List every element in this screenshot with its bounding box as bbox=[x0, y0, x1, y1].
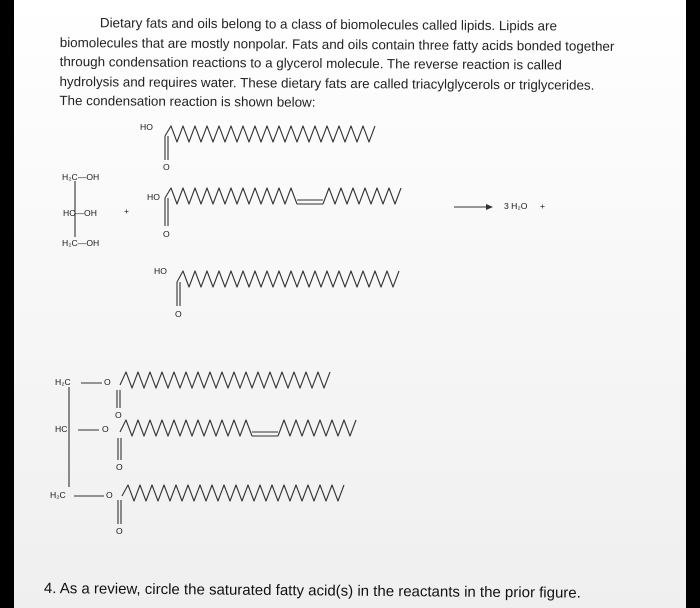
carbonyl-o-2: O bbox=[116, 462, 123, 472]
ester-o-2: O bbox=[102, 424, 109, 434]
intro-text: Dietary fats and oils belong to a class of biomolecules called lipids. Lipids are biomolecules that are mostly nonpolar. Fats and oils contain three fatty acids bonded together through condensation reactions to a glycerol molecule. The reverse reaction is called hydrolysis and requires water. These dietary fats are called triacylglycerols or triglycerides. The condensation reaction is shown below: bbox=[59, 15, 615, 111]
triglyceride-chain-1 bbox=[117, 372, 330, 408]
acid-2-ho-label: HO bbox=[147, 192, 160, 202]
review-question: 4. As a review, circle the saturated fatty acid(s) in the reactants in the prior figure. bbox=[43, 580, 581, 602]
product-plus-sign: + bbox=[540, 201, 546, 211]
glycerol-row-1: H₂C—OH bbox=[62, 172, 100, 182]
ester-o-3: O bbox=[106, 490, 113, 500]
fatty-acid-3-saturated bbox=[177, 271, 399, 306]
product-glycerol-row-1: H₂C bbox=[55, 377, 71, 387]
triglyceride-chain-3 bbox=[118, 485, 344, 524]
glycerol-row-3: H₂C—OH bbox=[62, 238, 100, 248]
water-label: 3 H₂O bbox=[504, 201, 528, 211]
triglyceride-backbone bbox=[69, 383, 104, 496]
carbonyl-o-1: O bbox=[115, 410, 122, 420]
product-glycerol-row-3: H₂C bbox=[50, 490, 66, 500]
ester-o-1: O bbox=[104, 377, 111, 387]
glycerol-row-2: HC—OH bbox=[63, 208, 97, 218]
acid-1-ho-label: HO bbox=[140, 122, 153, 132]
triglyceride-chain-2 bbox=[118, 420, 356, 460]
acid-3-ho-label: HO bbox=[154, 266, 167, 276]
product-glycerol-row-2: HC bbox=[55, 424, 68, 434]
fatty-acid-2-unsaturated bbox=[165, 188, 401, 226]
fatty-acid-1-saturated bbox=[165, 126, 375, 160]
reaction-arrow bbox=[454, 204, 493, 210]
acid-3-carbonyl-label: O bbox=[175, 309, 182, 319]
acid-2-carbonyl-label: O bbox=[163, 229, 170, 239]
carbonyl-o-3: O bbox=[116, 526, 123, 536]
acid-1-carbonyl-label: O bbox=[163, 162, 170, 172]
reactant-plus-sign: + bbox=[124, 206, 130, 216]
